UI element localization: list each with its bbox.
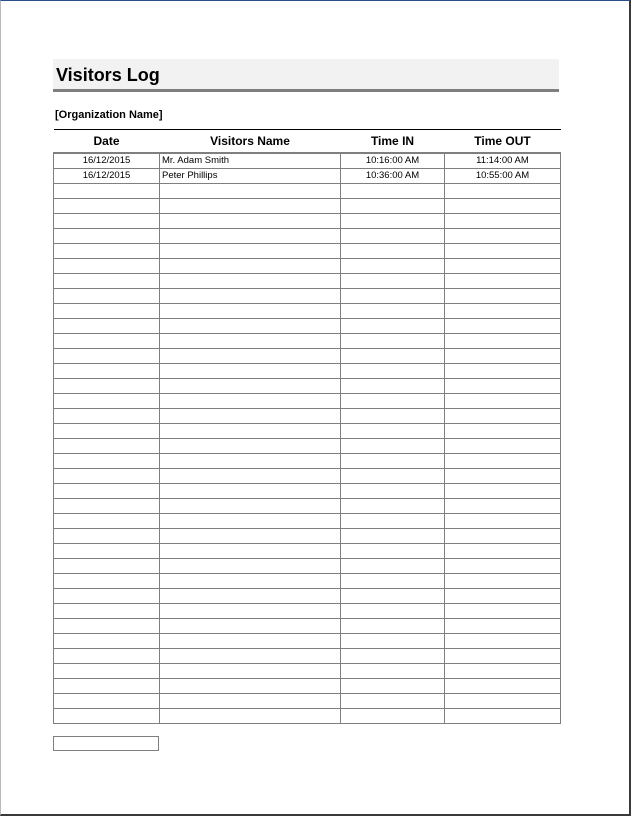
table-row-empty (54, 229, 561, 244)
table-row-empty (54, 589, 561, 604)
column-header-date: Date (54, 130, 160, 154)
cell-time-out[interactable] (445, 409, 561, 424)
table-row-empty (54, 649, 561, 664)
table-row-empty (54, 679, 561, 694)
table-row-empty (54, 634, 561, 649)
cell-date[interactable] (54, 649, 160, 664)
cell-visitor-name[interactable] (160, 709, 341, 724)
cell-time-in[interactable] (341, 184, 445, 199)
cell-time-out[interactable] (445, 259, 561, 274)
cell-time-in[interactable] (341, 259, 445, 274)
table-row-empty (54, 319, 561, 334)
cell-time-in[interactable] (341, 589, 445, 604)
cell-visitor-name[interactable] (160, 559, 341, 574)
cell-date[interactable]: 16/12/2015 (54, 153, 160, 169)
table-row-empty (54, 544, 561, 559)
cell-time-in[interactable] (341, 274, 445, 289)
cell-date[interactable]: 16/12/2015 (54, 169, 160, 184)
organization-name: [Organization Name] (55, 109, 163, 121)
cell-time-out[interactable] (445, 364, 561, 379)
cell-visitor-name[interactable] (160, 304, 341, 319)
cell-date[interactable] (54, 544, 160, 559)
table-row-empty (54, 664, 561, 679)
cell-time-out[interactable] (445, 619, 561, 634)
cell-visitor-name[interactable] (160, 409, 341, 424)
cell-time-out[interactable] (445, 199, 561, 214)
cell-time-in[interactable] (341, 649, 445, 664)
table-header-row (54, 130, 561, 154)
cell-date[interactable] (54, 604, 160, 619)
table-row-empty (54, 409, 561, 424)
cell-date[interactable] (54, 439, 160, 454)
cell-date[interactable] (54, 184, 160, 199)
cell-time-out[interactable] (445, 709, 561, 724)
cell-visitor-name[interactable] (160, 334, 341, 349)
cell-time-in[interactable] (341, 484, 445, 499)
cell-time-in[interactable] (341, 304, 445, 319)
cell-time-in[interactable] (341, 349, 445, 364)
cell-visitor-name[interactable] (160, 319, 341, 334)
cell-date[interactable] (54, 199, 160, 214)
title-bar (53, 59, 559, 92)
cell-time-out[interactable] (445, 589, 561, 604)
cell-date[interactable] (54, 589, 160, 604)
table-row (54, 169, 561, 184)
cell-date[interactable] (54, 274, 160, 289)
cell-time-in[interactable] (341, 694, 445, 709)
cell-time-out[interactable] (445, 184, 561, 199)
cell-date[interactable] (54, 469, 160, 484)
cell-date[interactable] (54, 379, 160, 394)
cell-time-in[interactable] (341, 409, 445, 424)
cell-time-in[interactable] (341, 604, 445, 619)
cell-visitor-name[interactable] (160, 544, 341, 559)
cell-visitor-name[interactable] (160, 679, 341, 694)
table-row-empty (54, 364, 561, 379)
table-row-empty (54, 334, 561, 349)
cell-visitor-name[interactable] (160, 259, 341, 274)
cell-time-out[interactable] (445, 349, 561, 364)
cell-time-in[interactable] (341, 469, 445, 484)
cell-visitor-name[interactable] (160, 364, 341, 379)
table-row-empty (54, 214, 561, 229)
cell-visitor-name[interactable] (160, 349, 341, 364)
cell-visitor-name[interactable] (160, 274, 341, 289)
cell-date[interactable] (54, 679, 160, 694)
cell-time-out[interactable]: 10:55:00 AM (445, 169, 561, 184)
cell-time-in[interactable] (341, 574, 445, 589)
cell-time-out[interactable] (445, 289, 561, 304)
column-header-visitors-name: Visitors Name (160, 130, 341, 154)
cell-date[interactable] (54, 304, 160, 319)
table-row-empty (54, 424, 561, 439)
cell-time-out[interactable] (445, 649, 561, 664)
cell-time-in[interactable] (341, 379, 445, 394)
cell-time-out[interactable] (445, 694, 561, 709)
cell-time-in[interactable] (341, 709, 445, 724)
cell-time-out[interactable] (445, 469, 561, 484)
cell-date[interactable] (54, 499, 160, 514)
cell-date[interactable] (54, 244, 160, 259)
cell-time-in[interactable] (341, 229, 445, 244)
table-row (54, 153, 561, 169)
cell-visitor-name[interactable] (160, 289, 341, 304)
cell-date[interactable] (54, 514, 160, 529)
cell-time-in[interactable] (341, 394, 445, 409)
cell-date[interactable] (54, 319, 160, 334)
cell-visitor-name[interactable] (160, 484, 341, 499)
table-row-empty (54, 529, 561, 544)
cell-time-out[interactable] (445, 424, 561, 439)
table-row-empty (54, 274, 561, 289)
cell-time-in[interactable] (341, 454, 445, 469)
cell-time-out[interactable] (445, 514, 561, 529)
table-row-empty (54, 379, 561, 394)
cell-time-out[interactable] (445, 679, 561, 694)
cell-visitor-name[interactable] (160, 199, 341, 214)
cell-time-out[interactable] (445, 214, 561, 229)
column-header-time-in: Time IN (341, 130, 445, 154)
cell-time-in[interactable] (341, 619, 445, 634)
table-row-empty (54, 304, 561, 319)
cell-time-out[interactable] (445, 319, 561, 334)
cell-time-in[interactable] (341, 439, 445, 454)
cell-date[interactable] (54, 694, 160, 709)
cell-date[interactable] (54, 289, 160, 304)
cell-time-in[interactable] (341, 679, 445, 694)
cell-time-in[interactable] (341, 199, 445, 214)
cell-date[interactable] (54, 529, 160, 544)
cell-visitor-name[interactable]: Mr. Adam Smith (160, 153, 341, 169)
cell-time-out[interactable]: 11:14:00 AM (445, 153, 561, 169)
cell-date[interactable] (54, 619, 160, 634)
cell-date[interactable] (54, 364, 160, 379)
cell-time-out[interactable] (445, 529, 561, 544)
cell-time-out[interactable] (445, 574, 561, 589)
cell-time-in[interactable] (341, 319, 445, 334)
table-row-empty (54, 259, 561, 274)
table-row-empty (54, 619, 561, 634)
cell-visitor-name[interactable] (160, 634, 341, 649)
cell-date[interactable] (54, 349, 160, 364)
table-row-empty (54, 439, 561, 454)
cell-time-in[interactable]: 10:36:00 AM (341, 169, 445, 184)
cell-time-out[interactable] (445, 379, 561, 394)
table-row-empty (54, 289, 561, 304)
cell-visitor-name[interactable] (160, 574, 341, 589)
column-header-time-out: Time OUT (445, 130, 561, 154)
cell-time-in[interactable] (341, 634, 445, 649)
page-title: Visitors Log (56, 65, 160, 85)
table-row-empty (54, 514, 561, 529)
table-row-empty (54, 559, 561, 574)
cell-time-out[interactable] (445, 334, 561, 349)
cell-date[interactable] (54, 334, 160, 349)
cell-date[interactable] (54, 634, 160, 649)
cell-date[interactable] (54, 484, 160, 499)
cell-time-out[interactable] (445, 559, 561, 574)
cell-time-in[interactable] (341, 364, 445, 379)
cell-visitor-name[interactable] (160, 649, 341, 664)
visitors-table (53, 129, 561, 724)
cell-time-in[interactable] (341, 244, 445, 259)
table-body (54, 153, 561, 724)
cell-date[interactable] (54, 664, 160, 679)
cell-visitor-name[interactable] (160, 379, 341, 394)
cell-time-in[interactable] (341, 334, 445, 349)
cell-visitor-name[interactable] (160, 244, 341, 259)
cell-date[interactable] (54, 424, 160, 439)
cell-visitor-name[interactable] (160, 214, 341, 229)
table-row-empty (54, 574, 561, 589)
cell-visitor-name[interactable] (160, 694, 341, 709)
cell-date[interactable] (54, 454, 160, 469)
cell-time-out[interactable] (445, 664, 561, 679)
cell-visitor-name[interactable] (160, 529, 341, 544)
cell-date[interactable] (54, 709, 160, 724)
cell-date[interactable] (54, 214, 160, 229)
cell-visitor-name[interactable] (160, 229, 341, 244)
cell-time-out[interactable] (445, 394, 561, 409)
cell-time-in[interactable] (341, 529, 445, 544)
cell-time-out[interactable] (445, 304, 561, 319)
cell-visitor-name[interactable] (160, 454, 341, 469)
cell-date[interactable] (54, 574, 160, 589)
cell-date[interactable] (54, 559, 160, 574)
cell-date[interactable] (54, 229, 160, 244)
cell-visitor-name[interactable] (160, 514, 341, 529)
cell-visitor-name[interactable] (160, 604, 341, 619)
cell-date[interactable] (54, 409, 160, 424)
table-row-empty (54, 394, 561, 409)
table-row-empty (54, 694, 561, 709)
table-row-empty (54, 709, 561, 724)
cell-time-out[interactable] (445, 499, 561, 514)
table-row-empty (54, 499, 561, 514)
cell-time-out[interactable] (445, 484, 561, 499)
cell-visitor-name[interactable] (160, 184, 341, 199)
cell-visitor-name[interactable] (160, 439, 341, 454)
footer-box (53, 736, 159, 751)
cell-time-in[interactable] (341, 289, 445, 304)
cell-time-out[interactable] (445, 634, 561, 649)
cell-date[interactable] (54, 259, 160, 274)
cell-visitor-name[interactable]: Peter Phillips (160, 169, 341, 184)
cell-time-in[interactable] (341, 514, 445, 529)
cell-time-out[interactable] (445, 454, 561, 469)
table-row-empty (54, 604, 561, 619)
cell-time-out[interactable] (445, 544, 561, 559)
cell-visitor-name[interactable] (160, 619, 341, 634)
cell-time-out[interactable] (445, 274, 561, 289)
table-row-empty (54, 349, 561, 364)
cell-visitor-name[interactable] (160, 469, 341, 484)
cell-time-out[interactable] (445, 229, 561, 244)
cell-visitor-name[interactable] (160, 394, 341, 409)
cell-time-in[interactable] (341, 214, 445, 229)
cell-time-in[interactable] (341, 664, 445, 679)
table-row-empty (54, 484, 561, 499)
cell-time-out[interactable] (445, 439, 561, 454)
cell-time-in[interactable] (341, 544, 445, 559)
cell-time-in[interactable]: 10:16:00 AM (341, 153, 445, 169)
cell-visitor-name[interactable] (160, 664, 341, 679)
cell-time-out[interactable] (445, 604, 561, 619)
cell-visitor-name[interactable] (160, 499, 341, 514)
cell-time-in[interactable] (341, 424, 445, 439)
table-row-empty (54, 199, 561, 214)
cell-time-out[interactable] (445, 244, 561, 259)
table-row-empty (54, 184, 561, 199)
table-row-empty (54, 469, 561, 484)
table-row-empty (54, 244, 561, 259)
cell-visitor-name[interactable] (160, 589, 341, 604)
cell-visitor-name[interactable] (160, 424, 341, 439)
table-row-empty (54, 454, 561, 469)
cell-date[interactable] (54, 394, 160, 409)
cell-time-in[interactable] (341, 559, 445, 574)
cell-time-in[interactable] (341, 499, 445, 514)
